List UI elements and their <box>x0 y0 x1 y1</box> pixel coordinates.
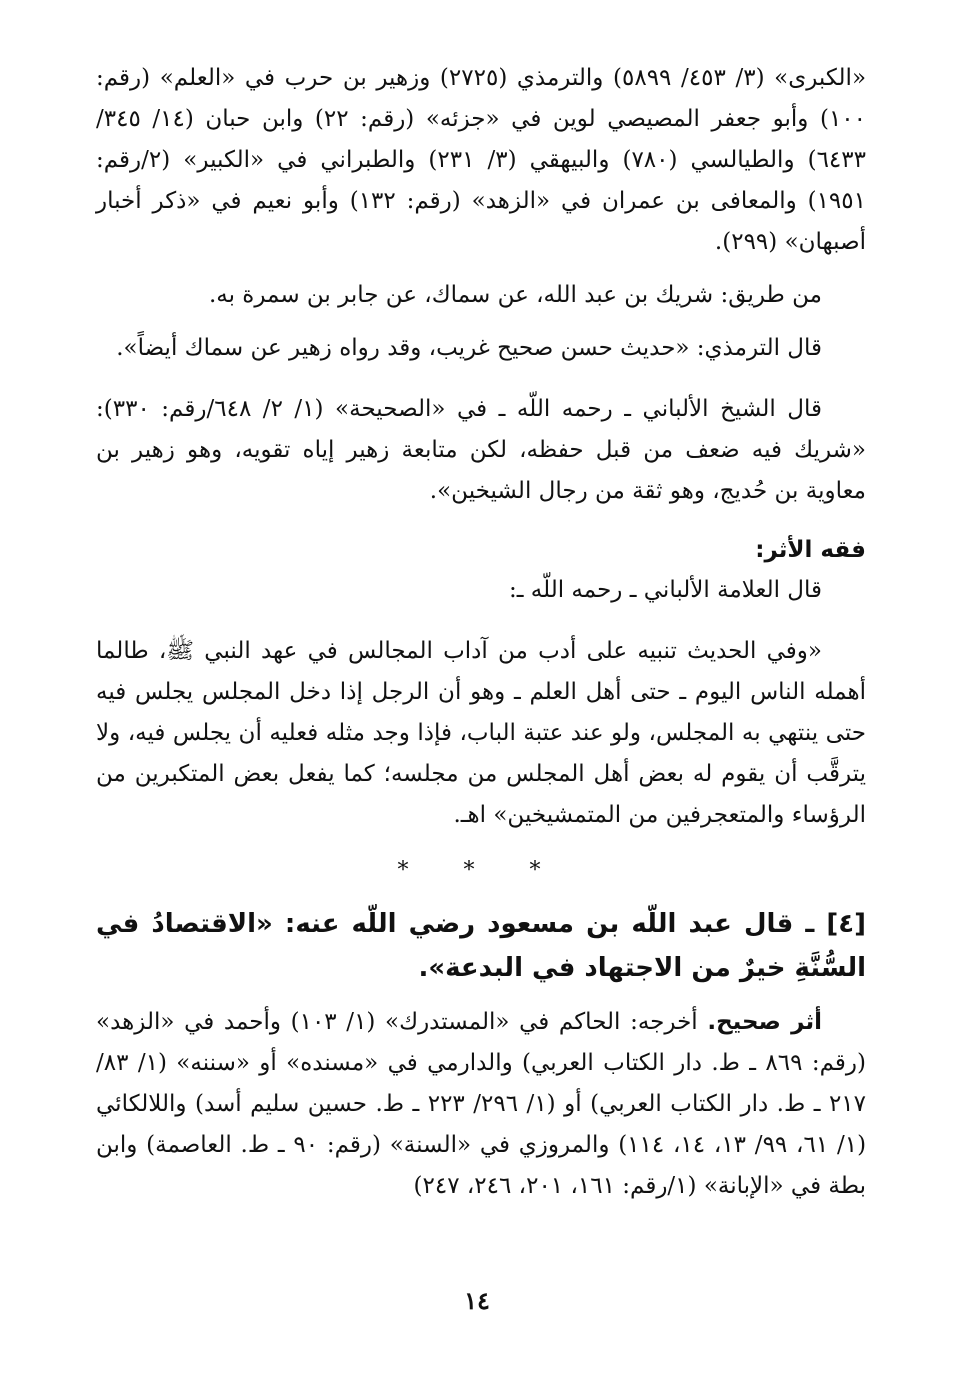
references-text: أخرجه: الحاكم في «المستدرك» (١/ ١٠٣) وأحمد في «الزهد» (رقم: ٨٦٩ ـ ط. دار الكتاب العربي) والدارمي في «مسنده» أو «سننه» (١/ ٨٣/ ٢١٧ ـ ط. دار الكتاب العربي) أو (١/ ٢٩٦/ ٢٢٣ ـ ط. حسين سليم أسد) واللالكائي (١/ ٦١، ٩٩/ ١٣، ١٤، ١١٤) والمروزي في «السنة» (رقم: ٩٠ ـ ط. العاصمة) وابن بطة في «الإبانة» (١/رقم: ١٦١، ٢٠١، ٢٤٦، ٢٤٧) <box>96 1009 867 1199</box>
paragraph-albani-intro: قال العلامة الألباني ـ رحمه اللّه ـ: <box>508 577 822 603</box>
section-divider-stars: * * * <box>397 858 565 883</box>
athar-heading-4: [٤] ـ قال عبد اللّه بن مسعود رضي اللّه عنه: «الاقتصادُ في السُّنَّةِ خيرٌ من الاجتهاد في البدعة». <box>96 909 866 983</box>
paragraph-tirmidhi: قال الترمذي: «حديث حسن صحيح غريب، وقد رواه زهير عن سماك أيضاً». <box>116 335 822 361</box>
paragraph-albani-quote: «وفي الحديث تنبيه على أدب من آداب المجالس في عهد النبي ﷺ، طالما أهمله الناس اليوم ـ حتى أهل العلم ـ وهو أن الرجل إذا دخل المجلس يجلس فيه حتى ينتهي به المجلس، ولو عند عتبة الباب، فإذا وجد مثله فعليه أن يجلس فيه، ولا يترقَّب أن يقوم له بعض أهل المجلس من مجلسه؛ كما يفعل بعض المتكبرين من الرؤساء والمتعجرفين من المتمشيخين» اهـ. <box>96 638 866 828</box>
paragraph-albani-sahiha: قال الشيخ الألباني ـ رحمه اللّه ـ في «الصحيحة» (١/ ٢/ ٦٤٨/رقم: ٣٣٠): «شريك فيه ضعف من قبل حفظه، لكن متابعة زهير إياه تقويه، وهو زهير بن معاوية بن حُديج، وهو ثقة من رجال الشيخين». <box>96 396 866 504</box>
paragraph-references-1: «الكبرى» (٣/ ٤٥٣/ ٥٨٩٩) والترمذي (٢٧٢٥) وزهير بن حرب في «العلم» (رقم: ١٠٠) وأبو جعفر المصيصي لوين في «جزئه» (رقم: ٢٢) وابن حبان (١٤/ ٣٤٥/ ٦٤٣٣) والطيالسي (٧٨٠) والبيهقي (٣/ ٢٣١) والطبراني في «الكبير» (٢/رقم: ١٩٥١) والمعافى بن عمران في «الزهد» (رقم: ١٣٢) وأبو نعيم في «ذكر أخبار أصبهان» (٢٩٩). <box>96 65 867 255</box>
paragraph-references-2 <box>96 1002 866 1207</box>
section-heading-fiqh: فقه الأثر: <box>755 537 866 563</box>
page-number: ١٤ <box>464 1286 490 1315</box>
grading-label: أثر صحيح. <box>707 1009 823 1035</box>
page-body <box>96 58 866 1207</box>
paragraph-chain: من طريق: شريك بن عبد الله، عن سماك، عن جابر بن سمرة به. <box>208 282 822 308</box>
